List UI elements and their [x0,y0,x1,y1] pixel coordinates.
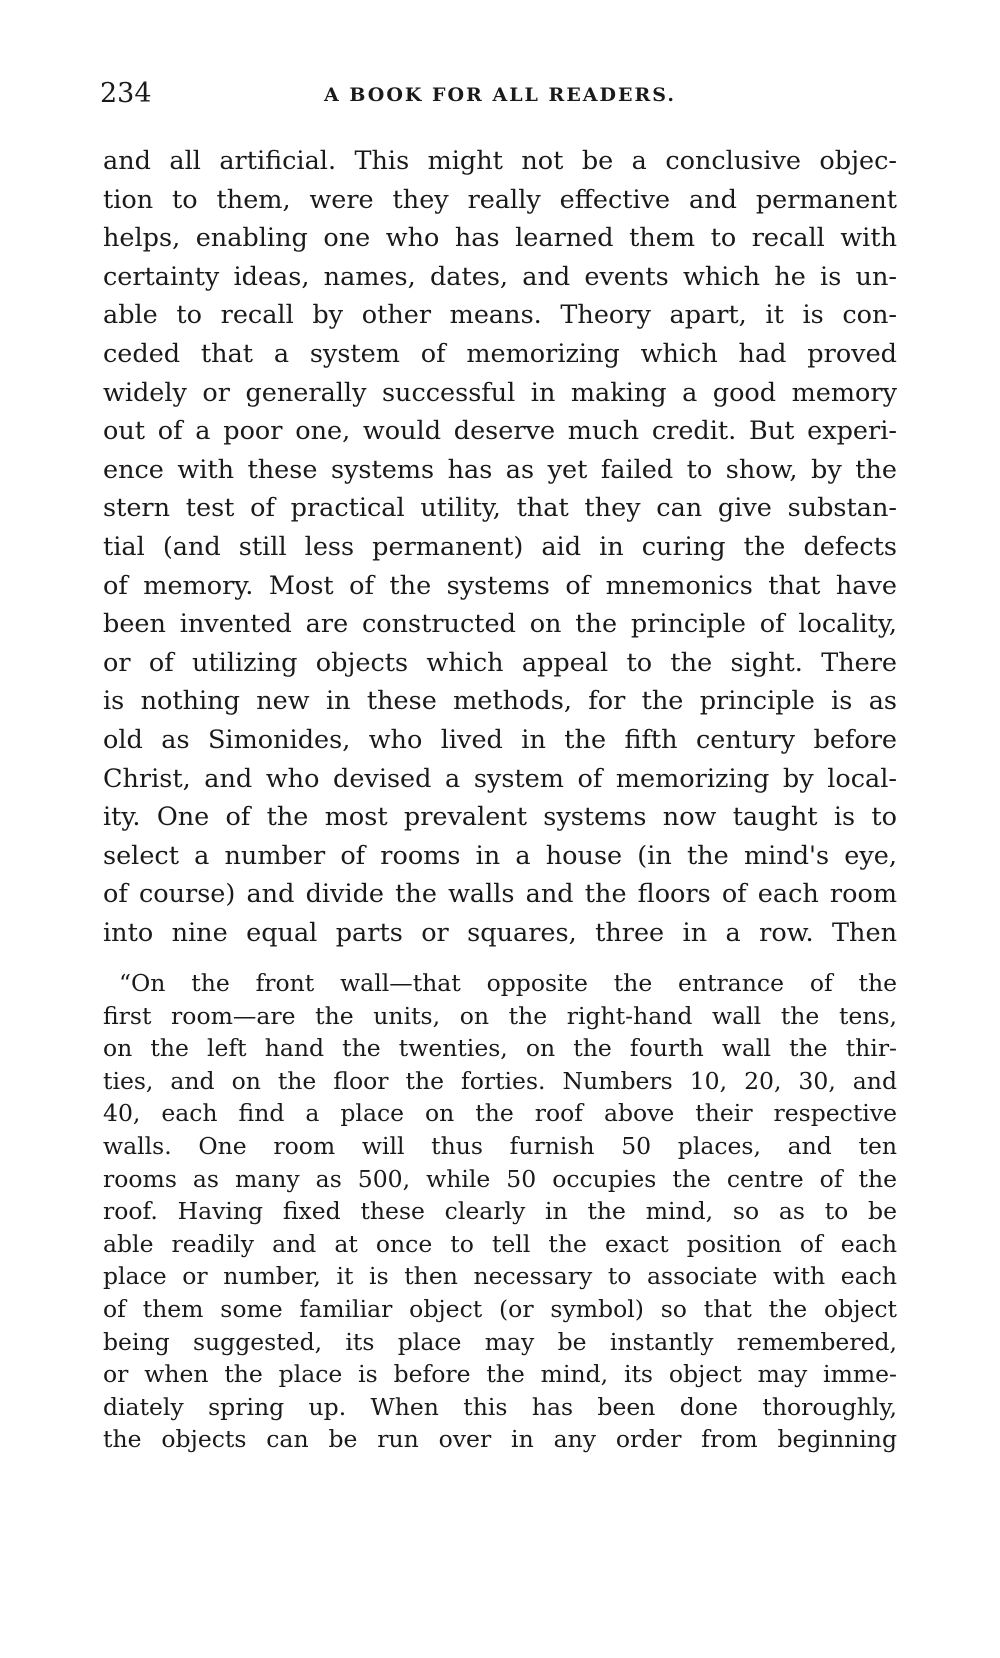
running-header [100,78,900,112]
text-line: ties, and on the floor the forties. Numbers 10, 20, 30, and [103,1066,897,1095]
text-line: or of utilizing objects which appeal to the sight. There [103,647,897,678]
text-line: ity. One of the most prevalent systems now taught is to [103,802,897,833]
text-line: helps, enabling one who has learned them to recall with [103,223,897,254]
text-line: old as Simonides, who lived in the fifth century before [103,724,897,755]
text-line: select a number of rooms in a house (in the mind's eye, [103,840,897,871]
page-number: 234 [100,78,152,109]
text-line: 40, each find a place on the roof above their respective [103,1099,897,1128]
text-line: first room—are the units, on the right-hand wall the tens, [103,1001,897,1030]
text-line: Christ, and who devised a system of memorizing by local- [103,763,897,794]
text-line: on the left hand the twenties, on the fourth wall the thir- [103,1034,897,1063]
text-line: “On the front wall—that opposite the entrance of the [119,969,897,997]
text-line: ence with these systems has as yet failed to show, by the [103,454,897,485]
text-line: tion to them, were they really effective and permanent [103,184,897,215]
text-line: ceded that a system of memorizing which had proved [103,338,897,369]
text-line: walls. One room will thus furnish 50 places, and ten [103,1131,897,1160]
body-paragraph [103,142,897,952]
text-line: or when the place is before the mind, its object may imme- [103,1360,897,1389]
text-line: able to recall by other means. Theory apart, it is con- [103,300,897,331]
text-line: been invented are constructed on the principle of locality, [103,609,897,640]
text-line: is nothing new in these methods, for the principle is as [103,686,897,717]
text-line: certainty ideas, names, dates, and events which he is un- [103,261,897,292]
text-line: diately spring up. When this has been done thoroughly, [103,1392,897,1421]
text-line: the objects can be run over in any order from beginning [103,1425,897,1454]
text-line: able readily and at once to tell the exact position of each [103,1229,897,1258]
text-line: of course) and divide the walls and the floors of each room [103,879,897,910]
text-line: rooms as many as 500, while 50 occupies the centre of the [103,1164,897,1193]
running-title: A BOOK FOR ALL READERS. [324,84,676,106]
text-line: roof. Having fixed these clearly in the mind, so as to be [103,1197,897,1226]
text-line: stern test of practical utility, that they can give substan- [103,493,897,524]
text-line: tial (and still less permanent) aid in curing the defects [103,531,897,562]
text-line: out of a poor one, would deserve much credit. But experi- [103,416,897,447]
text-line: into nine equal parts or squares, three in a row. Then [103,917,897,948]
block-quote [103,967,897,1456]
text-line: place or number, it is then necessary to associate with each [103,1262,897,1291]
text-line: of them some familiar object (or symbol) so that the object [103,1294,897,1323]
text-line: and all artificial. This might not be a conclusive objec- [103,146,897,176]
text-line: widely or generally successful in making a good memory [103,377,897,408]
text-line: of memory. Most of the systems of mnemonics that have [103,570,897,601]
text-line: being suggested, its place may be instantly remembered, [103,1327,897,1356]
